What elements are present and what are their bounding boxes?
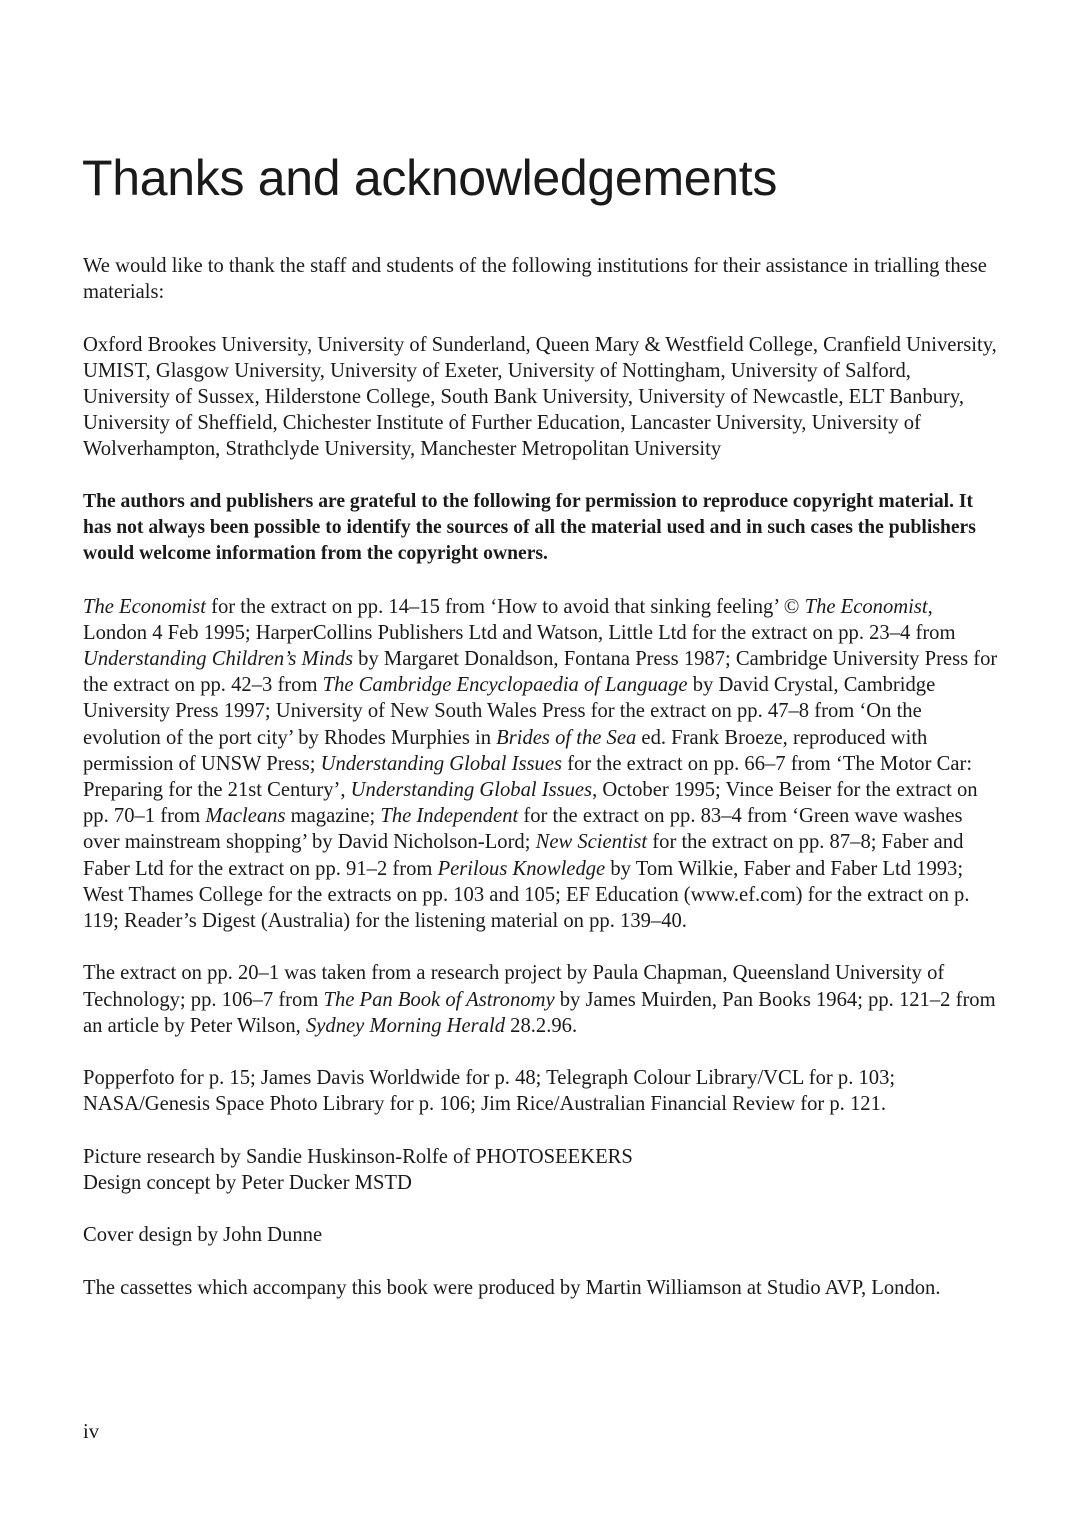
text-permissions-paragraph: [83, 594, 998, 935]
text-run: by David Crystal, Cambridge University Press 1997; University of New South Wales Press for the extract on pp. 47–8 from ‘On the evolution of the port city’ by Rhodes Murphies in: [83, 674, 936, 749]
text-run: magazine;: [285, 805, 381, 828]
copyright-notice-paragraph: The authors and publishers are grateful to the following for permission to reproduce copyright material. It has not always been possible to identify the sources of all the material used and in such cases the publishers would welcome information from the copyright owners.: [83, 490, 976, 565]
text-run: 28.2.96.: [505, 1014, 578, 1037]
publication-title: The Cambridge Encyclopaedia of Language: [322, 674, 688, 697]
text-run: by James Muirden, Pan Books 1964; pp. 121–2 from an article by Peter Wilson,: [83, 988, 996, 1037]
publication-title: Macleans: [205, 805, 286, 828]
publication-title: The Pan Book of Astronomy: [323, 988, 555, 1011]
publication-title: Sydney Morning Herald: [305, 1014, 506, 1037]
text-run: for the extract on pp. 66–7 from ‘The Motor Car: Preparing for the 21st Century’,: [83, 752, 973, 802]
text-run: for the extract on pp. 87–8; Faber and Faber Ltd for the extract on pp. 91–2 from: [83, 831, 964, 880]
body-text: [83, 253, 998, 1327]
text-run: by Margaret Donaldson, Fontana Press 1987; Cambridge University Press for the extract on pp. 42–3 from: [83, 648, 998, 697]
thanks-intro-paragraph: We would like to thank the staff and students of the following institutions for their assistance in trialling these materials:: [83, 255, 987, 304]
publication-title: The Independent: [380, 805, 519, 828]
text-run: ed. Frank Broeze, reproduced with permission of UNSW Press;: [83, 726, 928, 775]
publication-title: Understanding Children’s Minds: [83, 648, 354, 670]
text-run: , October 1995; Vince Beiser for the extract on pp. 70–1 from: [83, 779, 978, 828]
text-run: by Tom Wilkie, Faber and Faber Ltd 1993; West Thames College for the extracts on pp. 103 and 105; EF Education (www.ef.com) for the extract on p. 119; Reader’s Digest (Australia) for the listening material on pp. 139–40.: [83, 857, 970, 933]
picture-research-credit: Picture research by Sandie Huskinson-Rolfe of PHOTOSEEKERS: [83, 1145, 633, 1168]
publication-title: Understanding Global Issues: [350, 779, 593, 802]
institutions-paragraph: Oxford Brookes University, University of Sunderland, Queen Mary & Westfield College, Cranfield University, UMIST, Glasgow University, University of Exeter, University of Nottingham, University of Salford, University of Sussex, Hilderstone College, South Bank University, University of Newcastle, ELT Banbury, University of Sheffield, Chichester Institute of Further Education, Lancaster University, University of Wolverhampton, Strathclyde University, Manchester Metropolitan University: [83, 333, 997, 461]
extract-sources-paragraph: [83, 960, 998, 1039]
design-concept-credit: Design concept by Peter Ducker MSTD: [83, 1172, 412, 1195]
page-title: Thanks and acknowledgements: [82, 150, 778, 206]
text-run: for the extract on pp. 14–15 from ‘How to avoid that sinking feeling’ ©: [205, 595, 805, 618]
text-run: The extract on pp. 20–1 was taken from a research project by Paula Chapman, Queensland University of Technology; pp. 106–7 from: [83, 962, 945, 1011]
page-number: iv: [83, 1421, 100, 1443]
publication-title: The Economist: [83, 595, 206, 618]
publication-title: New Scientist: [535, 831, 648, 854]
publication-title: The Economist: [804, 595, 928, 618]
photo-credits-paragraph: Popperfoto for p. 15; James Davis Worldwide for p. 48; Telegraph Colour Library/VCL for p. 103; NASA/Genesis Space Photo Library for p. 106; Jim Rice/Australian Financial Review for p. 121.: [83, 1067, 896, 1116]
publication-title: Brides of the Sea: [496, 726, 637, 749]
cassettes-credit: The cassettes which accompany this book were produced by Martin Williamson at Studio AVP, London.: [83, 1276, 941, 1299]
publication-title: Understanding Global Issues: [320, 752, 562, 775]
publication-title: Perilous Knowledge: [437, 857, 606, 880]
cover-design-credit: Cover design by John Dunne: [83, 1224, 323, 1247]
text-run: for the extract on pp. 83–4 from ‘Green wave washes over mainstream shopping’ by David Nicholson-Lord;: [83, 805, 963, 854]
text-run: , London 4 Feb 1995; HarperCollins Publishers Ltd and Watson, Little Ltd for the extract on pp. 23–4 from: [83, 595, 956, 644]
